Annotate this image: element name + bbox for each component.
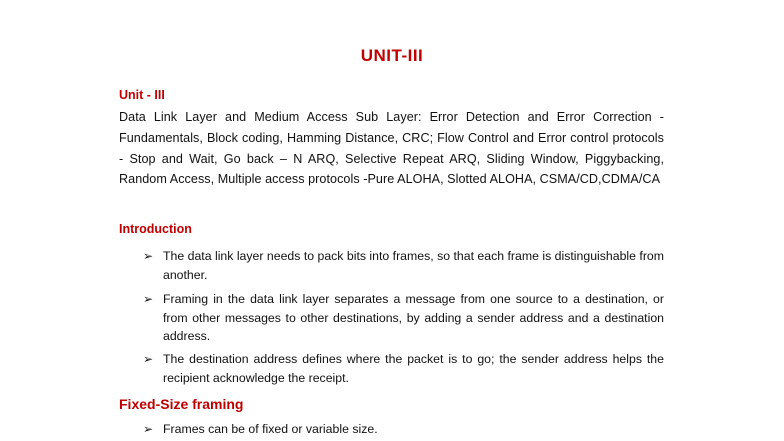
list-item-text: The destination address defines where the packet is to go; the sender address helps the recipient acknowledge the receipt. bbox=[163, 352, 664, 385]
page-title: UNIT-III bbox=[360, 46, 424, 65]
list-item bbox=[143, 420, 664, 439]
fixed-size-framing-heading: Fixed-Size framing bbox=[119, 396, 244, 412]
arrow-bullet-icon: ➢ bbox=[143, 292, 154, 306]
unit-label: Unit - III bbox=[119, 88, 165, 102]
list-item bbox=[143, 247, 664, 284]
arrow-bullet-icon: ➢ bbox=[143, 352, 154, 366]
list-item bbox=[143, 290, 664, 346]
introduction-heading: Introduction bbox=[119, 222, 192, 236]
arrow-bullet-icon: ➢ bbox=[143, 249, 154, 263]
list-item-text: Frames can be of fixed or variable size. bbox=[163, 422, 378, 436]
arrow-bullet-icon: ➢ bbox=[143, 422, 154, 436]
list-item-text: The data link layer needs to pack bits into frames, so that each frame is distinguishable from another. bbox=[163, 249, 665, 282]
list-item-text: Framing in the data link layer separates a message from one source to a destination, or from other messages to other destinations, by adding a sender address and a destination address. bbox=[163, 292, 664, 343]
list-item bbox=[143, 350, 664, 387]
syllabus-paragraph: Data Link Layer and Medium Access Sub Layer: Error Detection and Error Correction - Fundamentals, Block coding, Hamming Distance, CRC; Flow Control and Error control protocols - Stop and Wait, Go back – N ARQ, Selective Repeat ARQ, Sliding Window, Piggybacking, Random Access, Multiple access protocols -Pure ALOHA, Slotted ALOHA, CSMA/CD,CDMA/CA bbox=[119, 110, 664, 187]
